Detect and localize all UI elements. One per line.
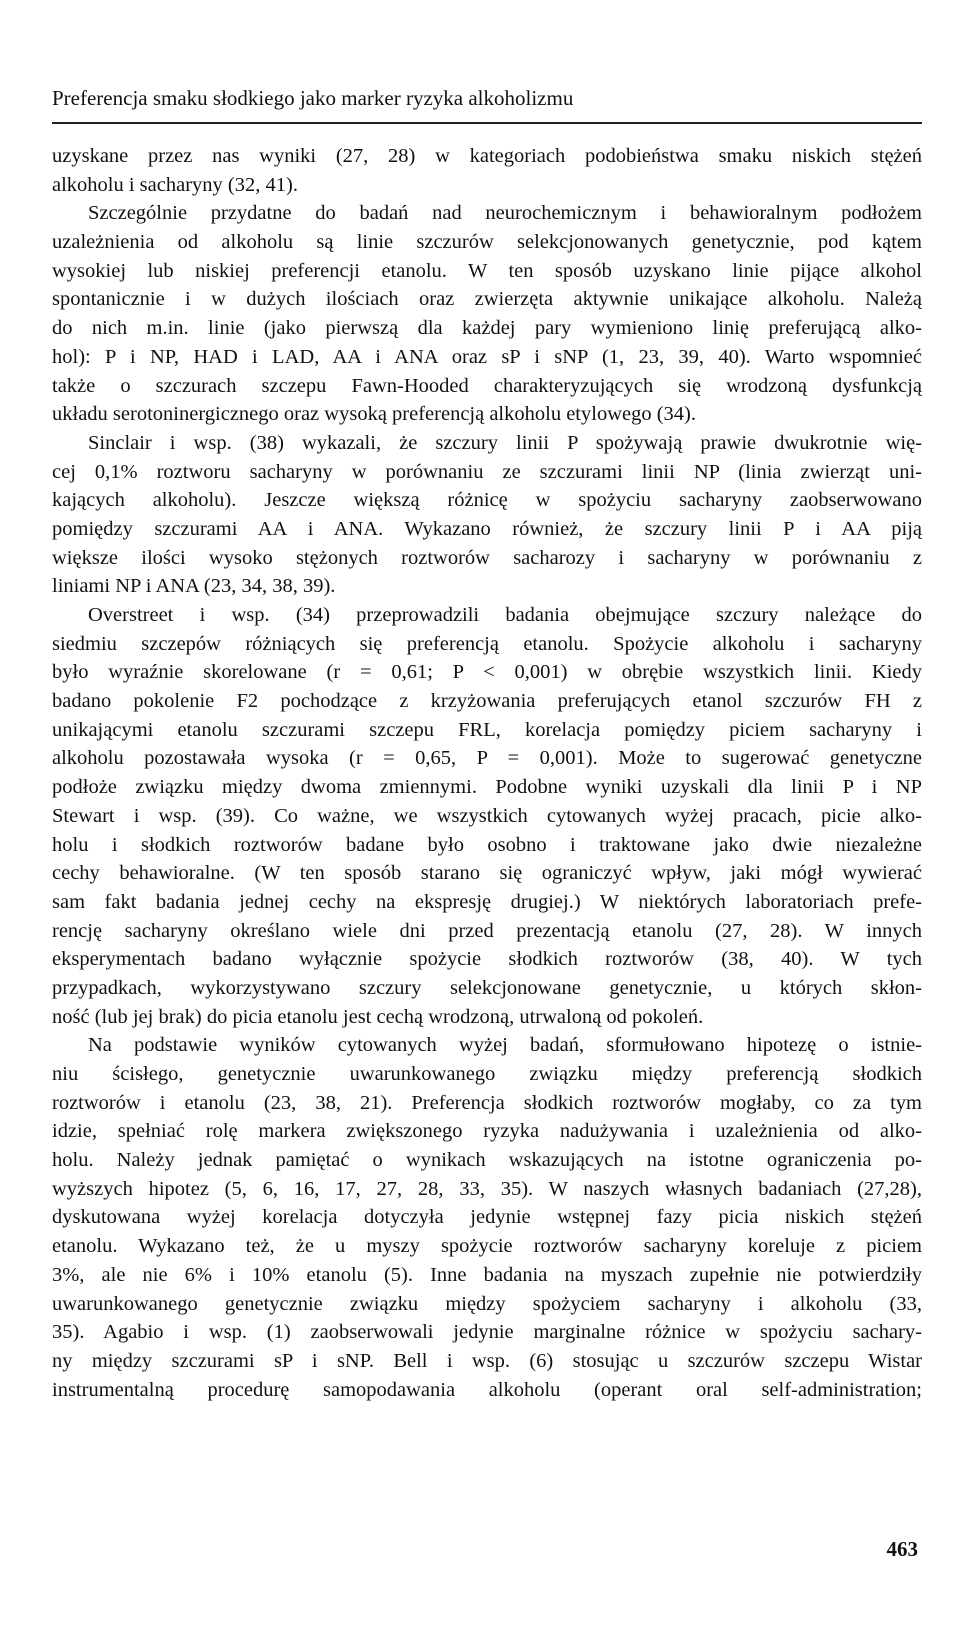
text-line: ność (lub jej brak) do picia etanolu jest cechą wrodzoną, utrwaloną od pokoleń.	[52, 1005, 704, 1028]
text-line: liniami NP i ANA (23, 34, 38, 39).	[52, 575, 336, 598]
text-line: eksperymentach badano wyłącznie spożycie słodkich roztworów (38, 40). W tych	[52, 948, 922, 971]
text-line: pomiędzy szczurami AA i ANA. Wykazano również, że szczury linii P i AA piją	[52, 517, 922, 540]
text-line: sam fakt badania jednej cechy na ekspresję drugiej.) W niektórych laboratoriach prefe-	[52, 890, 922, 913]
page-number: 463	[886, 1537, 918, 1561]
text-line: było wyraźnie skorelowane (r = 0,61; P < 0,001) w obrębie wszystkich linii. Kiedy	[52, 661, 922, 684]
text-line: uzależnienia od alkoholu są linie szczurów selekcjonowanych genetycznie, pod kątem	[52, 231, 922, 254]
text-line: instrumentalną procedurę samopodawania alkoholu (operant oral self-administration;	[52, 1378, 922, 1401]
text-line: 3%, ale nie 6% i 10% etanolu (5). Inne badania na myszach zupełnie nie potwierdziły	[52, 1263, 922, 1286]
text-line: roztworów i etanolu (23, 38, 21). Preferencja słodkich roztworów mogłaby, co za tym	[52, 1091, 922, 1114]
header-rule	[52, 122, 922, 124]
paragraph-first-line: Na podstawie wyników cytowanych wyżej badań, sformułowano hipotezę o istnie-	[88, 1034, 922, 1057]
text-line: układu serotoninergicznego oraz wysoką preferencją alkoholu etylowego (34).	[52, 403, 696, 426]
paragraph-first-line: Szczególnie przydatne do badań nad neurochemicznym i behawioralnym podłożem	[88, 202, 922, 225]
paragraph-first-line: Sinclair i wsp. (38) wykazali, że szczury linii P spożywają prawie dwukrotnie wię-	[88, 431, 922, 454]
text-line: kających alkoholu). Jeszcze większą różnicę w spożyciu sacharyny zaobserwowano	[52, 489, 922, 512]
text-line: alkoholu pozostawała wysoka (r = 0,65, P = 0,001). Może to sugerować genetyczne	[52, 747, 922, 770]
body-text	[52, 142, 922, 1404]
text-line: siedmiu szczepów różniących się preferencją etanolu. Spożycie alkoholu i sacharyny	[52, 632, 922, 655]
text-line: ny między szczurami sP i sNP. Bell i wsp. (6) stosując u szczurów szczepu Wistar	[52, 1349, 922, 1372]
text-line: niu ścisłego, genetycznie uwarunkowanego związku między preferencją słodkich	[52, 1063, 922, 1085]
text-line: alkoholu i sacharyny (32, 41).	[52, 173, 298, 196]
text-line: większe ilości wysoko stężonych roztworów sacharozy i sacharyny w porównaniu z	[52, 546, 922, 569]
running-header-title: Preferencja smaku słodkiego jako marker ryzyka alkoholizmu	[52, 86, 574, 110]
text-line: spontanicznie i w dużych ilościach oraz zwierzęta aktywnie unikające alkoholu. Należą	[52, 288, 922, 311]
text-line: cechy behawioralne. (W ten sposób starano się ograniczyć wpływ, jaki mógł wywierać	[52, 862, 922, 885]
text-line: Stewart i wsp. (39). Co ważne, we wszystkich cytowanych wyżej pracach, picie alko-	[52, 804, 922, 827]
text-line: idzie, spełniać rolę markera zwiększonego ryzyka nadużywania i uzależnienia od alko-	[52, 1120, 922, 1143]
text-line: hol): P i NP, HAD i LAD, AA i ANA oraz sP i sNP (1, 23, 39, 40). Warto wspomnieć	[52, 345, 922, 368]
text-line: etanolu. Wykazano też, że u myszy spożycie roztworów sacharyny koreluje z piciem	[52, 1235, 922, 1258]
text-line: unikającymi etanolu szczurami szczepu FRL, korelacja pomiędzy piciem sacharyny i	[52, 718, 922, 741]
text-line: dyskutowana wyżej korelacja dotyczyła jedynie wstępnej fazy picia niskich stężeń	[52, 1206, 922, 1229]
text-line: uwarunkowanego genetycznie związku między spożyciem sacharyny i alkoholu (33,	[52, 1292, 922, 1315]
text-line: podłoże związku między dwoma zmiennymi. Podobne wyniki uzyskali dla linii P i NP	[52, 776, 922, 799]
text-line: cej 0,1% roztworu sacharyny w porównaniu ze szczurami linii NP (linia zwierząt uni-	[52, 460, 922, 483]
text-line: holu. Należy jednak pamiętać o wynikach wskazujących na istotne ograniczenia po-	[52, 1149, 922, 1172]
text-line: rencję sacharyny określano wiele dni przed prezentacją etanolu (27, 28). W innych	[52, 919, 922, 942]
paragraph-first-line: Overstreet i wsp. (34) przeprowadzili badania obejmujące szczury należące do	[88, 604, 922, 626]
text-line: do nich m.in. linie (jako pierwszą dla każdej pary wymieniono linię preferującą alko-	[52, 317, 922, 340]
text-line: także o szczurach szczepu Fawn-Hooded charakteryzujących się wrodzoną dysfunkcją	[52, 374, 922, 397]
text-line: przypadkach, wykorzystywano szczury selekcjonowane genetycznie, u których skłon-	[52, 976, 922, 999]
text-line: uzyskane przez nas wyniki (27, 28) w kategoriach podobieństwa smaku niskich stężeń	[52, 145, 922, 167]
text-line: wysokiej lub niskiej preferencji etanolu. W ten sposób uzyskano linie pijące alkohol	[52, 259, 922, 282]
text-line: 35). Agabio i wsp. (1) zaobserwowali jedynie marginalne różnice w spożyciu sachary-	[52, 1321, 922, 1344]
text-line: badano pokolenie F2 pochodzące z krzyżowania preferujących etanol szczurów FH z	[52, 690, 922, 713]
text-line: wyższych hipotez (5, 6, 16, 17, 27, 28, 33, 35). W naszych własnych badaniach (27,28),	[52, 1177, 922, 1200]
text-line: holu i słodkich roztworów badane było osobno i traktowane jako dwie niezależne	[52, 833, 922, 856]
